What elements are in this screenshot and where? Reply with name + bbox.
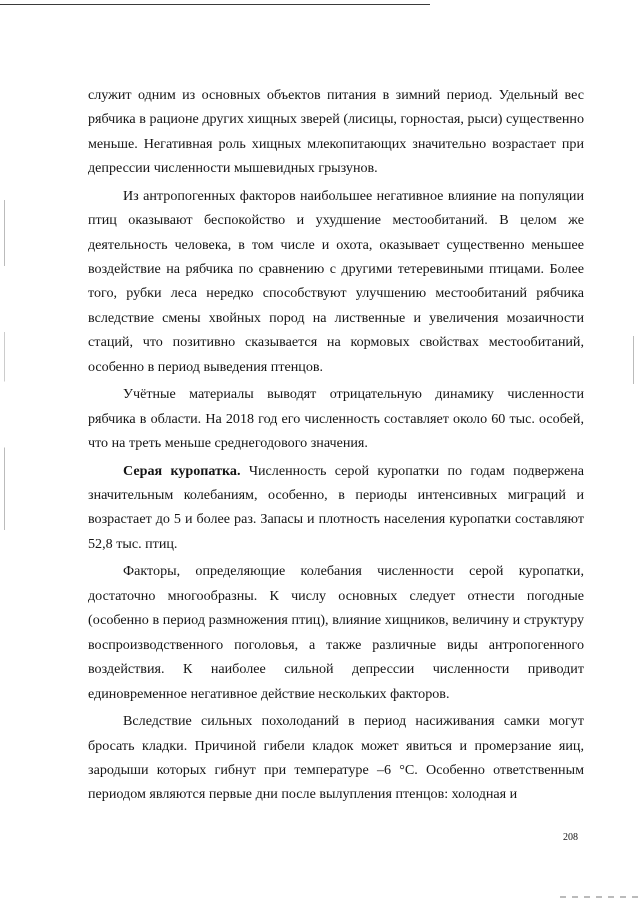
scan-edge-marks-bottom xyxy=(560,896,640,898)
section-heading-grey-partridge: Серая куропатка. xyxy=(123,462,241,479)
scan-edge-mark-right xyxy=(633,240,634,560)
paragraph-anthropogenic-factors: Из антропогенных факторов наибольшее негативное влияние на популяции птиц оказывают беспокойство и ухудшение местообитаний. В целом же деятельность человека, в том числе и охота, оказывает существенно меньшее воздействие на рябчика по сравнению с другими тетеревиными птицами. Более того, рубки леса нередко способствуют улучшению местообитаний рябчика вследствие смены хвойных пород на лиственные и увеличения мозаичности стаций, что позитивно сказывается на кормовых свойствах местообитаний, особенно в период выведения птенцов. xyxy=(88,187,584,375)
scan-edge-marks-left xyxy=(4,200,5,530)
paragraph-population-factors: Факторы, определяющие колебания численности серой куропатки, достаточно многообразны. К числу основных следует отнести погодные (особенно в период размножения птиц), влияние хищников, величину и структуру воспроизводственного поголовья, а также различные виды антропогенного воздействия. К наиболее сильной депрессии численности приводит единовременное негативное действие нескольких факторов. xyxy=(88,563,584,702)
paragraph-hazel-grouse-count: Учётные материалы выводят отрицательную динамику численности рябчика в области. На 2018 год его численность составляет около 60 тыс. особей, что на треть меньше среднегодового значения. xyxy=(88,386,584,452)
top-border-line xyxy=(0,4,430,5)
document-body xyxy=(88,83,584,807)
page-number: 208 xyxy=(563,832,578,843)
paragraph-cold-weather: Вследствие сильных похолоданий в период насиживания самки могут бросать кладки. Причиной гибели кладок может явиться и промерзание яиц, зародыши которых гибнут при температуре –6 °С. Особенно ответственным периодом являются первые дни после вылупления птенцов: холодная и xyxy=(88,713,584,803)
paragraph-grey-partridge-text: Численность серой куропатки по годам подвержена значительным колебаниям, особенно, в периоды интенсивных миграций и возрастает до 5 и более раз. Запасы и плотность населения куропатки составляют 52,8 тыс. птиц. xyxy=(88,462,585,552)
paragraph-predators: служит одним из основных объектов питания в зимний период. Удельный вес рябчика в рационе других хищных зверей (лисицы, горностая, рыси) существенно меньше. Негативная роль хищных млекопитающих значительно возрастает при депрессии численности мышевидных грызунов. xyxy=(88,87,584,177)
paragraph-grey-partridge xyxy=(88,459,584,557)
